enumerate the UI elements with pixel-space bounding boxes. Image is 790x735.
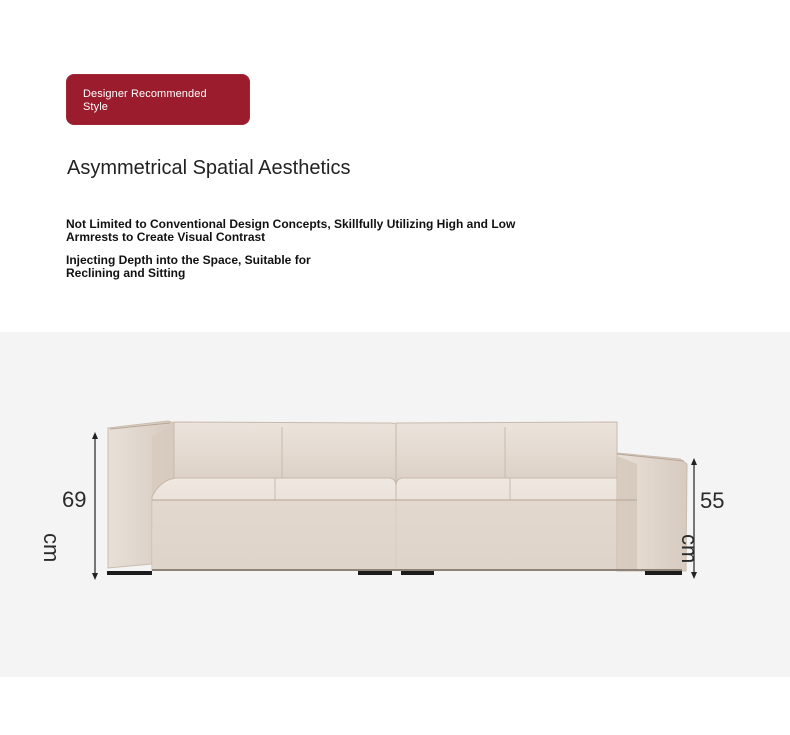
dimension-line-left — [92, 432, 98, 580]
sofa-feet — [107, 569, 682, 575]
left-height-value: 69 — [62, 487, 87, 512]
page-title: Asymmetrical Spatial Aesthetics — [67, 157, 351, 179]
sofa-illustration — [0, 332, 790, 677]
sofa-body — [108, 421, 687, 571]
sofa-showcase — [0, 332, 790, 677]
right-height-unit: cm — [677, 534, 702, 564]
left-height-unit: cm — [39, 533, 64, 563]
description-line-1: Not Limited to Conventional Design Concepts, Skillfully Utilizing High and Low Armrests to Create Visual Contrast — [66, 217, 516, 244]
recommendation-badge — [66, 74, 250, 125]
description-line-2: Injecting Depth into the Space, Suitable for Reclining and Sitting — [66, 253, 311, 280]
badge-text: Designer Recommended Style — [83, 88, 207, 113]
right-height-value: 55 — [700, 488, 725, 513]
